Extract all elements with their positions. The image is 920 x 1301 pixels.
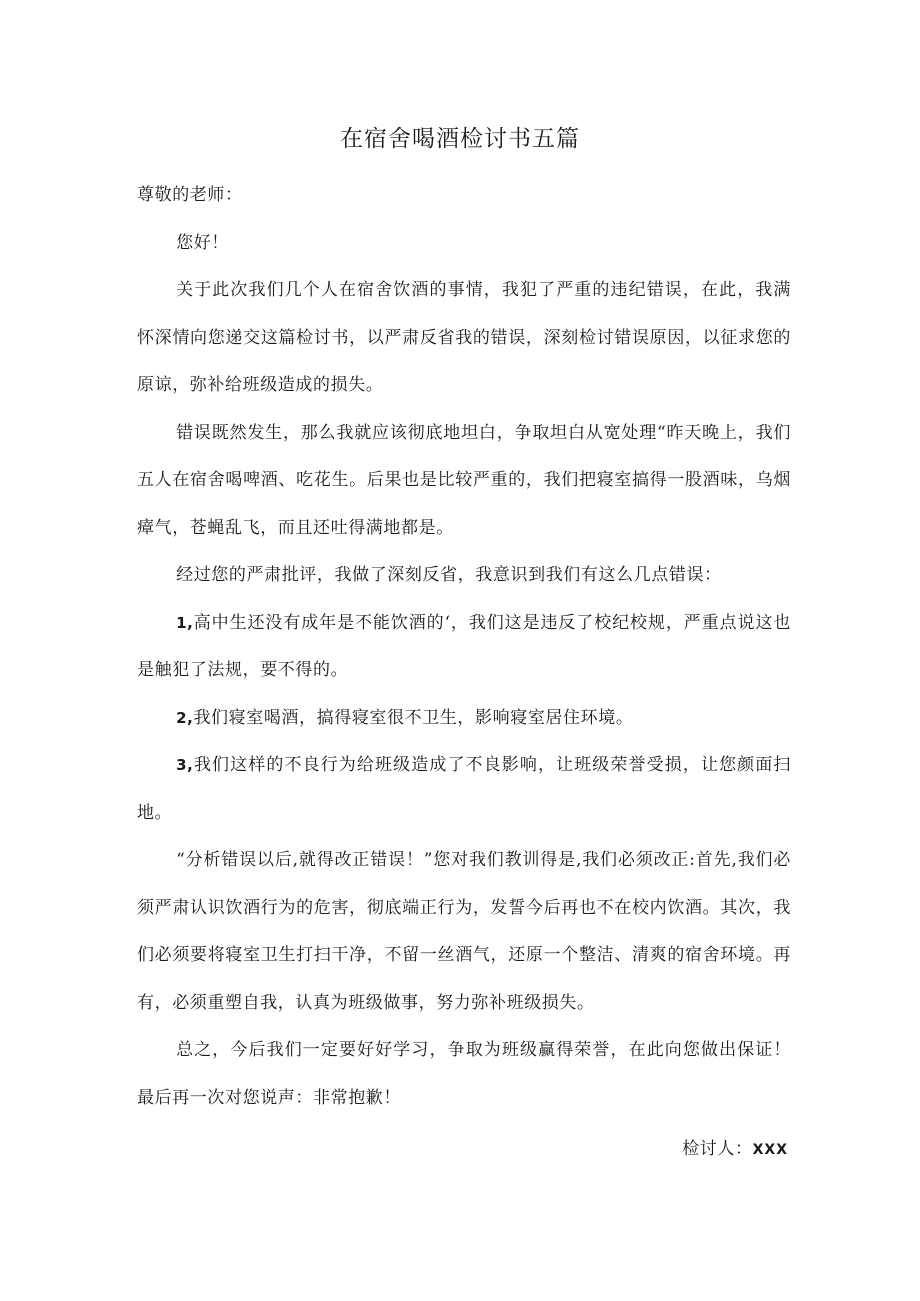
paragraph-intro: 关于此次我们几个人在宿舍饮酒的事情，我犯了严重的违纪错误，在此，我满怀深情向您递交这篇检讨书，以严肃反省我的错误，深刻检讨错误原因，以征求您的原谅，弥补给班级造成的损失。	[137, 280, 791, 395]
point-text: 我们寝室喝酒，搞得寝室很不卫生，影响寝室居住环境。	[193, 707, 634, 728]
signature-name: XXX	[752, 1142, 788, 1158]
paragraph-incident: 错误既然发生，那么我就应该彻底地坦白，争取坦白从宽处理“昨天晚上，我们五人在宿舍喝啤酒、吃花生。后果也是比较严重的，我们把寝室搞得一股酒味，乌烟瘴气，苍蝇乱飞，而且还吐得满地都是。	[137, 422, 791, 538]
paragraph-correction: “分析错误以后,就得改正错误！”您对我们教训得是,我们必须改正:首先,我们必须严肃认识饮酒行为的危害，彻底端正行为，发誓今后再也不在校内饮酒。其次，我们必须要将寝室卫生打扫干净，不留一丝酒气，还原一个整洁、清爽的宿舍环境。再有，必须重塑自我，认真为班级做事，努力弥补班级损失。	[137, 850, 791, 1013]
point-number: 3,	[176, 756, 194, 774]
signature-label: 检讨人：	[682, 1139, 753, 1159]
point-item-3	[137, 742, 791, 837]
paragraph-conclusion: 总之，今后我们一定要好好学习，争取为班级赢得荣誉，在此向您做出保证！最后再一次对您说声：非常抱歉！	[137, 1040, 791, 1108]
greeting: 您好！	[176, 232, 229, 253]
point-item-1	[137, 600, 791, 695]
document-body	[137, 172, 791, 1122]
paragraph-reflection: 经过您的严肃批评，我做了深刻反省，我意识到我们有这么几点错误：	[176, 565, 722, 585]
point-item-2	[137, 695, 791, 743]
point-text: 我们这样的不良行为给班级造成了不良影响，让班级荣誉受损，让您颜面扫地。	[137, 755, 791, 823]
signature	[682, 1134, 788, 1159]
point-number: 1,	[176, 613, 194, 632]
salutation: 尊敬的老师：	[137, 185, 243, 205]
point-number: 2,	[176, 708, 194, 727]
point-text: 高中生还没有成年是不能饮酒的‘，我们这是违反了校纪校规，严重点说这也是触犯了法规，要不得的。	[137, 612, 791, 680]
document-title: 在宿舍喝酒检讨书五篇	[340, 126, 580, 152]
